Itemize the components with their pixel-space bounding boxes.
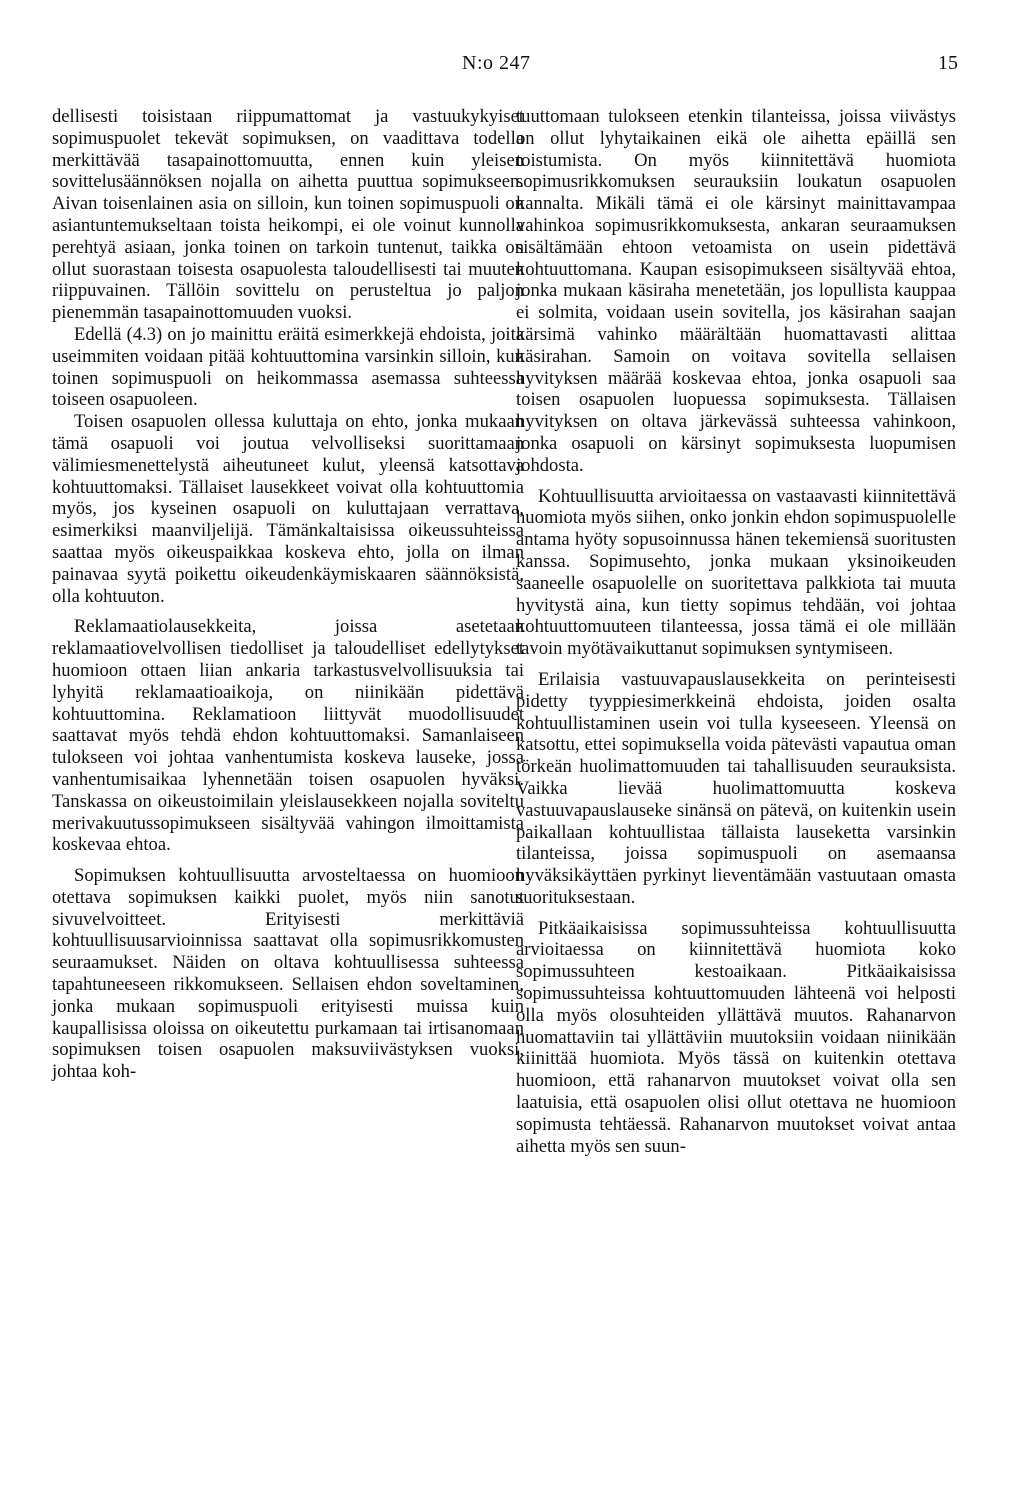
paragraph: tuuttomaan tulokseen etenkin tilanteissa, joissa viivästys on ollut lyhytaikainen eikä ole aihetta epäillä sen toistumista. On myös kiinnitettävä huomiota sopimusrikkomuksen seurauksiin loukatun osapuolen kannalta. Mikäli tämä ei ole kärsinyt mainittavampaa vahinkoa sopimusrikkomuksesta, ankaran seuraamuksen sisältämään ehtoon vetoamista on usein pidettävä kohtuuttomana. Kaupan esisopimukseen sisältyvää ehtoa, jonka mukaan käsiraha menetetään, jos lopullista kauppaa ei solmita, voidaan usein sovitella, jos käsirahan saajan kärsimä vahinko määrältään huomattavasti alittaa käsirahan. Samoin on voitava sovitella sellaisen hyvityksen määrää koskevaa ehtoa, jonka osapuoli saa toisen osapuolen luopuessa sopimuksesta. Tällaisen hyvityksen on oltava järkevässä suhteessa vahinkoon, jonka osapuoli on kärsinyt sopimuksesta luopumisen johdosta. [516,106,956,476]
paragraph: Edellä (4.3) on jo mainittu eräitä esimerkkejä ehdoista, joita useimmiten voidaan pitää kohtuuttomina varsinkin silloin, kun toinen sopimuspuoli on heikommassa asemassa suhteessa toiseen osapuoleen. [52,323,524,411]
left-column [52,106,524,1083]
paragraph: Sopimuksen kohtuullisuutta arvosteltaessa on huomioon otettava sopimuksen kaikki puolet, myös niin sanotut sivuvelvoitteet. Erityisesti merkittäviä kohtuullisuusarvioinnissa saattavat olla sopimusrikkomusten seuraamukset. Näiden on oltava kohtuullisessa suhteessa tapahtuneeseen rikkomukseen. Sellaisen ehdon soveltaminen, jonka mukaan sopimuspuoli erityisesti muissa kuin kaupallisissa oloissa on oikeutettu purkamaan tai irtisanomaan sopimuksen toisen osapuolen maksuviivästyksen vuoksi, johtaa koh- [52,865,524,1083]
paragraph: Erilaisia vastuuvapauslausekkeita on perinteisesti pidetty tyyppiesimerkkeinä ehdoista, joiden osalta kohtuullistaminen usein voi tulla kyseeseen. Yleensä on katsottu, ettei sopimuksella voida pätevästi vapautua oman törkeän huolimattomuuden tai tahallisuuden seurauksista. Vaikka lievää huolimattomuutta koskeva vastuuvapauslauseke sinänsä on pätevä, on kuitenkin usein paikallaan kohtuullistaa tällaista lauseketta varsinkin tilanteissa, joissa sopimuspuoli on asemaansa hyväksikäyttäen pyrkinyt lieventämään vastuutaan omasta suorituksestaan. [516,668,956,908]
page-number: 15 [938,52,958,74]
paragraph: Reklamaatiolausekkeita, joissa asetetaan reklamaatiovelvollisen tiedolliset ja taloudelliset edellytykset huomioon ottaen liian ankaria tarkastusvelvollisuuksia tai lyhyitä reklamaatioaikoja, on niinikään pidettävä kohtuuttomina. Reklamatioon liittyvät muodollisuudet saattavat myös tehdä ehdon kohtuuttomaksi. Samanlaiseen tulokseen voi johtaa vanhentumista koskeva lauseke, jossa vanhentumisaikaa lyhennetään toisen osapuolen hyväksi. Tanskassa on oikeustoimilain yleislausekkeen nojalla soviteltu merivakuutussopimukseen sisältyvää vahingon ilmoittamista koskevaa ehtoa. [52,616,524,856]
page-header [0,52,1024,82]
paragraph: Pitkäaikaisissa sopimussuhteissa kohtuullisuutta arvioitaessa on kiinnitettävä huomiota koko sopimussuhteen kestoaikaan. Pitkäaikaisissa sopimussuhteissa kohtuuttomuuden lähteenä voi helposti olla myös olosuhteiden yllättävä muutos. Rahanarvon huomattaviin tai yllättäviin muutoksiin voidaan niinikään kiinittää huomiota. Myös tässä on kuitenkin otettava huomioon, että rahanarvon muutokset voivat olla sen laatuisia, että osapuolen olisi ollut otettava ne huomioon sopimusta tehtäessä. Rahanarvon muutokset voivat antaa aihetta myös sen suun- [516,917,956,1157]
document-number: N:o 247 [462,52,531,74]
paragraph: Toisen osapuolen ollessa kuluttaja on ehto, jonka mukaan tämä osapuoli voi joutua velvolliseksi suorittamaan välimiesmenettelystä aiheutuneet kulut, yleensä katsottava kohtuuttomaksi. Tällaiset lausekkeet voivat olla kohtuuttomia myös, jos kyseinen osapuoli on kuluttajaan verrattava, esimerkiksi maanviljelijä. Tämänkaltaisissa oikeussuhteissa saattaa myös oikeuspaikkaa koskeva ehto, jolla on ilman painavaa syytä poikettu oikeudenkäymiskaaren säännöksistä, olla kohtuuton. [52,411,524,607]
paragraph: Kohtuullisuutta arvioitaessa on vastaavasti kiinnitettävä huomiota myös siihen, onko jonkin ehdon sopimuspuolelle antama hyöty sopusoinnussa hänen tekemiensä suoritusten kanssa. Sopimusehto, jonka mukaan yksinoikeuden saaneelle osapuolelle on suoritettava palkkiota tai muuta hyvitystä aina, kun tietty sopimus tehdään, voi johtaa kohtuuttomuuteen tilanteessa, jossa tämä ei ole millään tavoin myötävaikuttanut sopimuksen syntymiseen. [516,485,956,660]
right-column [516,106,956,1157]
paragraph: dellisesti toisistaan riippumattomat ja vastuukykyiset sopimuspuolet tekevät sopimuksen, on vaadittava todella merkittävää tasapainottomuutta, ennen kuin yleisen sovittelusäännöksen nojalla on aihetta puuttua sopimukseen. Aivan toisenlainen asia on silloin, kun toinen sopimuspuoli on asiantuntemukseltaan toista heikompi, ei ole voinut kunnolla perehtyä asiaan, jonka toinen on tarkoin tuntenut, taikka on ollut suorastaan toisesta osapuolesta taloudellisesti tai muuten riippuvainen. Tällöin sovittelu on perusteltua jo paljon pienemmän tasapainottomuuden vuoksi. [52,106,524,324]
